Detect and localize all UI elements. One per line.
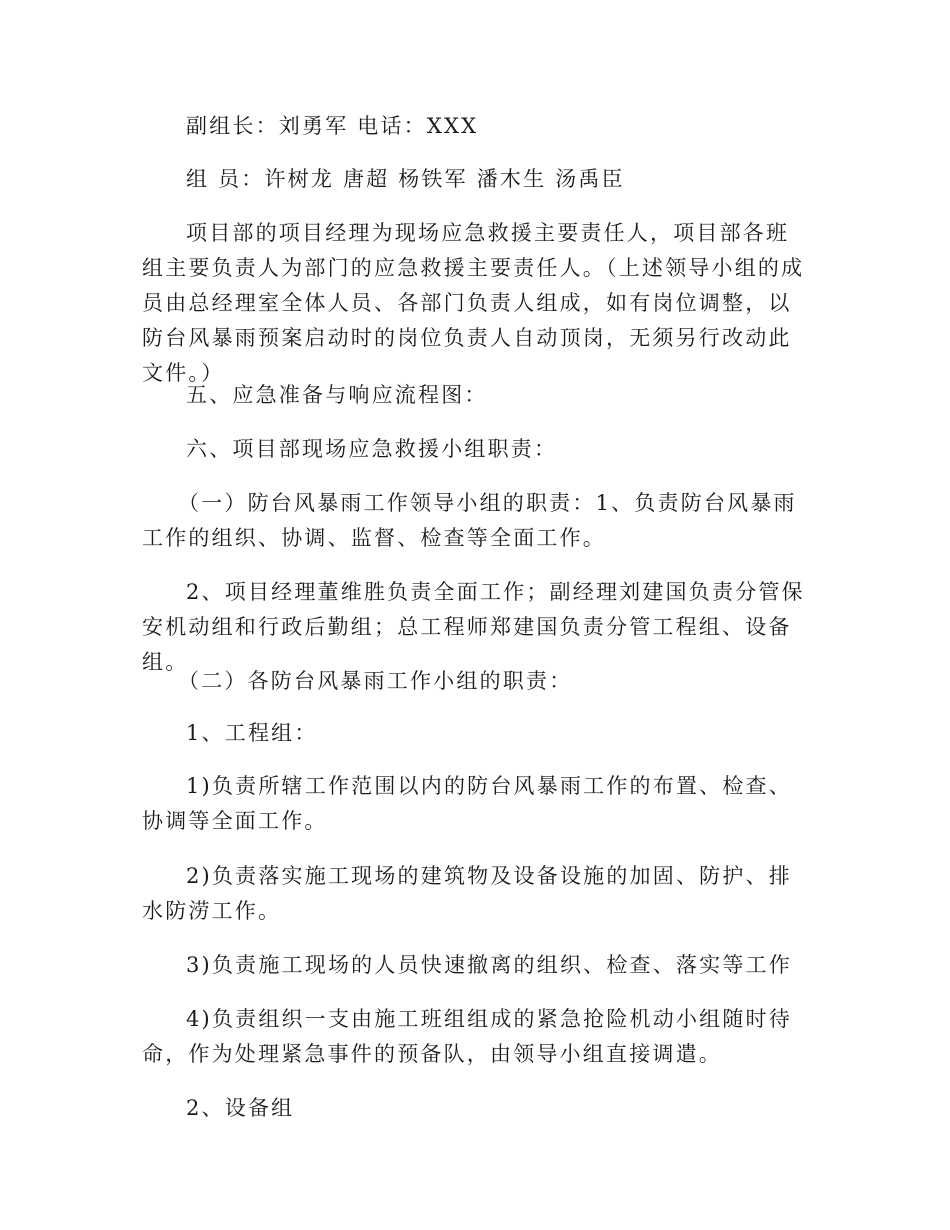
engineering-duty-4: 4)负责组织一支由施工班组组成的紧急抢险机动小组随时待命，作为处理紧急事件的预备队，由领导小组直接调遣。 bbox=[142, 1007, 792, 1066]
engineering-group-heading: 1、工程组： bbox=[186, 721, 318, 745]
engineering-duty-1: 1)负责所辖工作范围以内的防台风暴雨工作的布置、检查、协调等全面工作。 bbox=[142, 774, 792, 833]
members-line: 组 员：许树龙 唐超 杨铁军 潘木生 汤禹臣 bbox=[186, 167, 625, 191]
section-six-heading: 六、项目部现场应急救援小组职责： bbox=[186, 437, 558, 461]
leadership-duties-paragraph: （一）防台风暴雨工作领导小组的职责：1、负责防台风暴雨工作的组织、协调、监督、检查等全面工作。 bbox=[142, 491, 797, 550]
section-five-heading: 五、应急准备与响应流程图： bbox=[186, 383, 488, 407]
deputy-leader-line: 副组长：刘勇军 电话：XXX bbox=[186, 114, 479, 138]
engineering-duty-2: 2)负责落实施工现场的建筑物及设备设施的加固、防护、排水防涝工作。 bbox=[142, 864, 792, 923]
equipment-group-heading: 2、设备组 bbox=[186, 1096, 295, 1120]
engineering-duty-3: 3)负责施工现场的人员快速撤离的组织、检查、落实等工作 bbox=[186, 953, 792, 977]
manager-assignment-paragraph: 2、项目经理董维胜负责全面工作；副经理刘建国负责分管保安机动组和行政后勤组；总工程师郑建国负责分管工程组、设备组。 bbox=[142, 580, 805, 674]
responsibility-paragraph: 项目部的项目经理为现场应急救援主要责任人，项目部各班组主要负责人为部门的应急救援主要责任人。（上述领导小组的成员由总经理室全体人员、各部门负责人组成，如有岗位调整，以防台风暴雨预案启动时的岗位负责人自动顶岗，无须另行改动此文件。） bbox=[142, 221, 805, 385]
subgroup-duties-heading: （二）各防台风暴雨工作小组的职责： bbox=[178, 669, 573, 693]
